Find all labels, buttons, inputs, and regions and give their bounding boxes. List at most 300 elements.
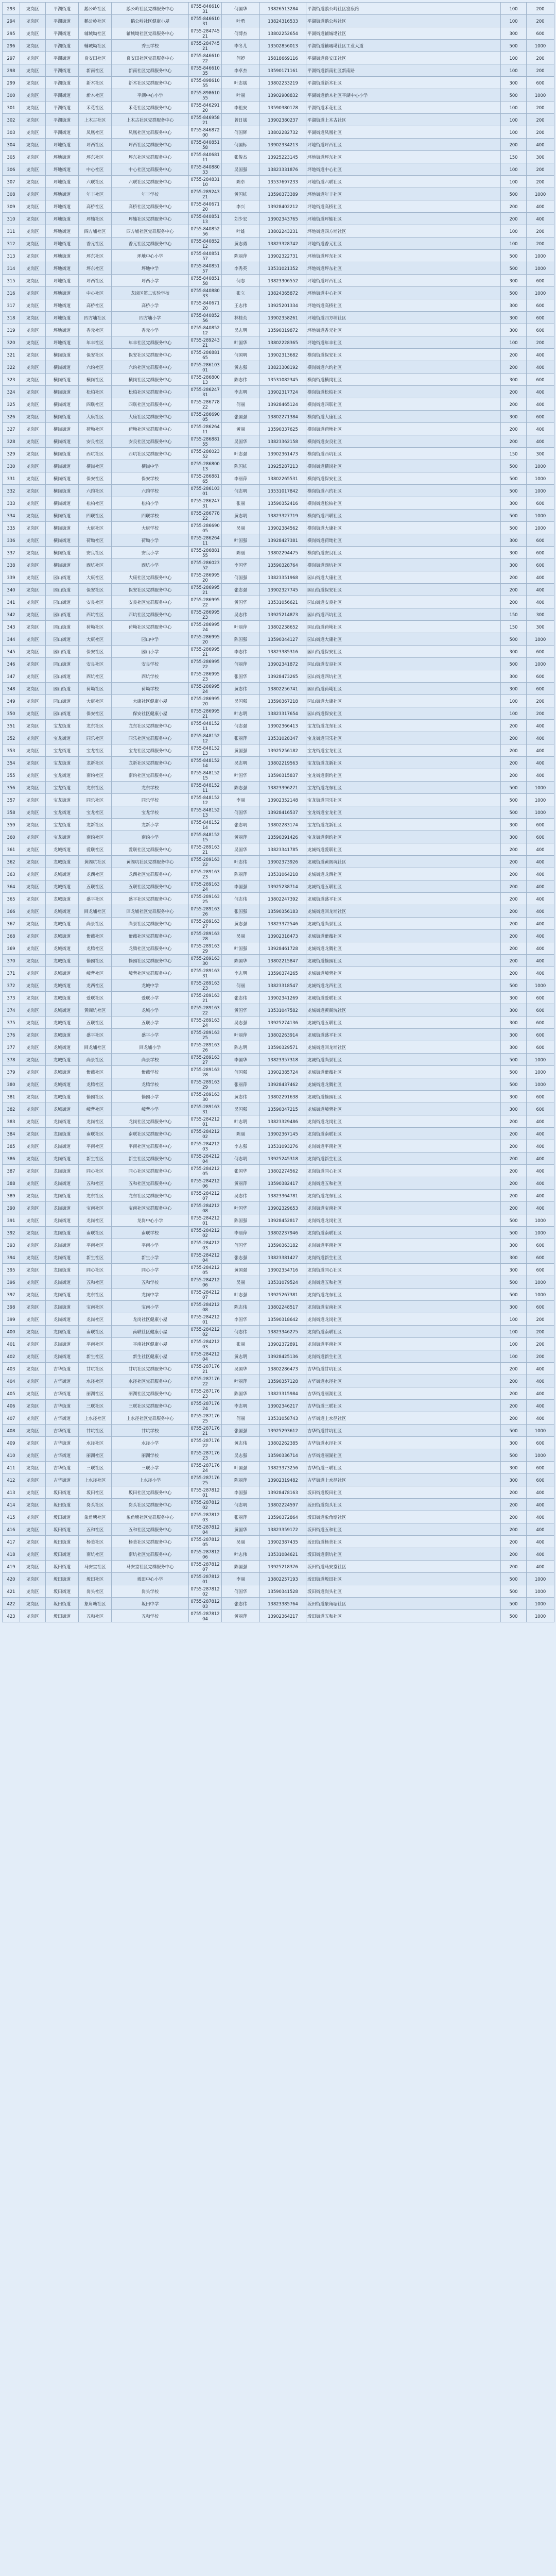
row-number-cell: 304 [3,139,20,151]
contact-person-cell: 陈国华 [222,955,260,967]
row-number-cell: 342 [3,608,20,621]
site-name-cell: 荷坳社区党群服务中心 [112,423,189,435]
row-number-cell: 330 [3,460,20,472]
quota-b-cell: 400 [527,1400,554,1412]
phone-cell: 0755-28781204 [189,1610,222,1622]
mobile-cell: 13928402212 [260,200,306,213]
phone-cell: 0755-28474521 [189,27,222,40]
quota-a-cell: 200 [501,744,527,757]
site-name-cell: 大康学校 [112,522,189,534]
quota-a-cell: 500 [501,1066,527,1078]
street-cell: 龙岗街道 [46,1251,79,1264]
mobile-cell: 13590352416 [260,497,306,510]
community-cell: 嶂背社区 [79,967,112,979]
table-row [3,1153,554,1165]
table-row [3,633,554,646]
table-row [3,992,554,1004]
quota-b-cell: 200 [527,163,554,176]
phone-cell: 0755-84088033 [189,287,222,299]
community-cell: 安良社区 [79,658,112,670]
site-name-cell: 横岗社区党群服务中心 [112,374,189,386]
site-name-cell: 黄阁坑社区党群服务中心 [112,856,189,868]
district-cell: 龙岗区 [20,720,46,732]
street-cell: 园山街道 [46,608,79,621]
row-number-cell: 420 [3,1573,20,1585]
site-name-cell: 尚景社区党群服务中心 [112,918,189,930]
table-row [3,1536,554,1548]
district-cell: 龙岗区 [20,27,46,40]
quota-b-cell: 200 [527,1326,554,1338]
table-row [3,608,554,621]
street-cell: 坪地街道 [46,312,79,324]
mobile-cell: 13802286473 [260,1363,306,1375]
address-cell: 平湖街道新木社区 [306,77,501,89]
community-cell: 六联社区 [79,176,112,188]
table-row [3,398,554,411]
district-cell: 龙岗区 [20,126,46,139]
table-row [3,1561,554,1573]
district-cell: 龙岗区 [20,89,46,101]
site-name-cell: 坂田中学 [112,1598,189,1610]
contact-person-cell: 黄志伟 [222,1091,260,1103]
phone-cell: 0755-28699524 [189,621,222,633]
mobile-cell: 13823364781 [260,1190,306,1202]
mobile-cell: 13823315984 [260,1387,306,1400]
quota-a-cell: 500 [501,522,527,534]
mobile-cell: 13802228365 [260,336,306,349]
row-number-cell: 403 [3,1363,20,1375]
row-number-cell: 415 [3,1511,20,1523]
row-number-cell: 344 [3,633,20,646]
table-row [3,596,554,608]
community-cell: 龙新社区 [79,819,112,831]
community-cell: 黄阁坑社区 [79,856,112,868]
address-cell: 龙岗街道龙东社区 [306,1289,501,1301]
street-cell: 坂田街道 [46,1486,79,1499]
quota-b-cell: 400 [527,435,554,448]
site-name-cell: 尚景学校 [112,1054,189,1066]
row-number-cell: 351 [3,720,20,732]
row-number-cell: 362 [3,856,20,868]
quota-b-cell: 600 [527,1016,554,1029]
address-cell: 横岗街道六约社区 [306,485,501,497]
table-row [3,1140,554,1153]
community-cell: 尚景社区 [79,1054,112,1066]
street-cell: 龙城街道 [46,918,79,930]
table-row [3,1004,554,1016]
mobile-cell: 13590337625 [260,423,306,435]
site-name-cell: 西坑社区党群服务中心 [112,608,189,621]
street-cell: 平湖街道 [46,89,79,101]
quota-a-cell: 500 [501,1585,527,1598]
row-number-cell: 307 [3,176,20,188]
mobile-cell: 13902366413 [260,720,306,732]
mobile-cell: 13902364217 [260,1610,306,1622]
row-number-cell: 363 [3,868,20,880]
phone-cell: 0755-28677822 [189,398,222,411]
quota-b-cell: 400 [527,386,554,398]
street-cell: 坂田街道 [46,1548,79,1561]
row-number-cell: 369 [3,942,20,955]
quota-b-cell: 1000 [527,1227,554,1239]
row-number-cell: 312 [3,238,20,250]
mobile-cell: 13823317654 [260,707,306,720]
district-cell: 龙岗区 [20,1115,46,1128]
quota-a-cell: 300 [501,497,527,510]
mobile-cell: 13802248517 [260,1301,306,1313]
mobile-cell: 13902372891 [260,1338,306,1350]
district-cell: 龙岗区 [20,905,46,918]
site-name-cell: 西坑学校 [112,670,189,683]
street-cell: 宝龙街道 [46,782,79,794]
address-cell: 宝龙街道宝龙社区 [306,806,501,819]
address-cell: 园山街道安良社区 [306,596,501,608]
community-cell: 三联社区 [79,1400,112,1412]
district-cell: 龙岗区 [20,398,46,411]
phone-cell: 0755-28699521 [189,646,222,658]
row-number-cell: 367 [3,918,20,930]
row-number-cell: 329 [3,448,20,460]
quota-b-cell: 300 [527,448,554,460]
phone-cell: 0755-84687200 [189,126,222,139]
community-cell: 安良社区 [79,435,112,448]
site-name-cell: 愉园小学 [112,1091,189,1103]
contact-person-cell: 何志伟 [222,893,260,905]
community-cell: 五和社区 [79,1177,112,1190]
district-cell: 龙岗区 [20,448,46,460]
street-cell: 园山街道 [46,658,79,670]
row-number-cell: 309 [3,200,20,213]
quota-b-cell: 400 [527,942,554,955]
community-cell: 嶂背社区 [79,1103,112,1115]
district-cell: 龙岗区 [20,1264,46,1276]
quota-a-cell: 100 [501,114,527,126]
quota-a-cell: 200 [501,1165,527,1177]
quota-a-cell: 300 [501,27,527,40]
address-cell: 横岗街道保安社区 [306,349,501,361]
phone-cell: 0755-28916328 [189,1066,222,1078]
mobile-cell: 13902317724 [260,386,306,398]
quota-a-cell: 300 [501,547,527,559]
table-row [3,843,554,856]
phone-cell: 0755-84085157 [189,262,222,275]
street-cell: 龙城街道 [46,1041,79,1054]
quota-a-cell: 200 [501,361,527,374]
row-number-cell: 354 [3,757,20,769]
phone-cell: 0755-28781207 [189,1561,222,1573]
table-row [3,225,554,238]
row-number-cell: 416 [3,1523,20,1536]
district-cell: 龙岗区 [20,942,46,955]
mobile-cell: 13802265531 [260,472,306,485]
phone-cell: 0755-28421205 [189,1264,222,1276]
site-name-cell: 鹅公岭社区健康小屋 [112,15,189,27]
mobile-cell: 13590328764 [260,559,306,571]
table-row [3,1115,554,1128]
district-cell: 龙岗区 [20,188,46,200]
quota-a-cell: 200 [501,1511,527,1523]
quota-a-cell: 300 [501,1264,527,1276]
site-name-cell: 回龙埔小学 [112,1041,189,1054]
phone-cell: 0755-84815212 [189,794,222,806]
street-cell: 横岗街道 [46,547,79,559]
address-cell: 吉华街道丽湖社区 [306,1449,501,1462]
mobile-cell: 13537697233 [260,176,306,188]
table-row [3,1177,554,1190]
mobile-cell: 13590344127 [260,633,306,646]
site-name-cell: 良安田社区党群服务中心 [112,52,189,64]
row-number-cell: 389 [3,1190,20,1202]
mobile-cell: 13902908832 [260,89,306,101]
mobile-cell: 13590380178 [260,101,306,114]
phone-cell: 0755-28669005 [189,522,222,534]
address-cell: 龙城街道回龙埔社区 [306,905,501,918]
contact-person-cell: 何丽 [222,398,260,411]
quota-a-cell: 100 [501,64,527,77]
community-cell: 南联社区 [79,1326,112,1338]
quota-b-cell: 200 [527,695,554,707]
community-cell: 西坑社区 [79,608,112,621]
address-cell: 宝龙街道同乐社区 [306,794,501,806]
community-cell: 紫薇社区 [79,1066,112,1078]
address-cell: 吉华街道三联社区 [306,1462,501,1474]
contact-person-cell: 吴国强 [222,1103,260,1115]
row-number-cell: 419 [3,1561,20,1573]
district-cell: 龙岗区 [20,831,46,843]
mobile-cell: 13902313682 [260,349,306,361]
district-cell: 龙岗区 [20,1350,46,1363]
mobile-cell: 13928427381 [260,534,306,547]
row-number-cell: 327 [3,423,20,435]
table-row [3,918,554,930]
community-cell: 丽湖社区 [79,1449,112,1462]
contact-person-cell: 黄志伟 [222,683,260,695]
table-row [3,238,554,250]
contact-person-cell: 何志明 [222,485,260,497]
street-cell: 横岗街道 [46,534,79,547]
quota-a-cell: 300 [501,831,527,843]
mobile-cell: 13925214873 [260,608,306,621]
phone-cell: 0755-28699523 [189,670,222,683]
contact-person-cell: 叶雄 [222,225,260,238]
community-cell: 回龙埔社区 [79,905,112,918]
street-cell: 龙岗街道 [46,1214,79,1227]
site-name-cell: 爱联社区党群服务中心 [112,843,189,856]
phone-cell: 0755-28421203 [189,1140,222,1153]
quota-a-cell: 500 [501,1276,527,1289]
contact-person-cell: 吴志伟 [222,608,260,621]
phone-cell: 0755-28916325 [189,893,222,905]
contact-person-cell: 何志伟 [222,1326,260,1338]
table-row [3,905,554,918]
community-cell: 西坑社区 [79,559,112,571]
phone-cell: 0755-28781202 [189,1585,222,1598]
quota-a-cell: 200 [501,942,527,955]
quota-a-cell: 300 [501,1251,527,1264]
community-cell: 五联社区 [79,880,112,893]
street-cell: 坂田街道 [46,1573,79,1585]
quota-b-cell: 200 [527,3,554,15]
phone-cell: 0755-28924321 [189,336,222,349]
quota-a-cell: 200 [501,1177,527,1190]
row-number-cell: 358 [3,806,20,819]
address-cell: 坪地街道坪东社区 [306,151,501,163]
mobile-cell: 13823329486 [260,1115,306,1128]
phone-cell: 0755-28610301 [189,361,222,374]
site-name-cell: 盛平小学 [112,1029,189,1041]
community-cell: 荷坳社区 [79,621,112,633]
site-name-cell: 坪轴社区党群服务中心 [112,213,189,225]
table-row [3,683,554,695]
address-cell: 坪地街道坪东社区 [306,262,501,275]
row-number-cell: 352 [3,732,20,744]
mobile-cell: 13823328742 [260,238,306,250]
table-row [3,1103,554,1115]
quota-b-cell: 600 [527,1091,554,1103]
site-name-cell: 南联社区党群服务中心 [112,1128,189,1140]
row-number-cell: 371 [3,967,20,979]
street-cell: 园山街道 [46,596,79,608]
street-cell: 平湖街道 [46,52,79,64]
quota-b-cell: 400 [527,856,554,868]
phone-cell: 0755-28717624 [189,1462,222,1474]
mobile-cell: 13802237946 [260,1227,306,1239]
community-cell: 五和社区 [79,1276,112,1289]
contact-person-cell: 叶国强 [222,534,260,547]
district-cell: 龙岗区 [20,411,46,423]
mobile-cell: 13823351968 [260,571,306,584]
table-row [3,1499,554,1511]
table-row [3,188,554,200]
quota-b-cell: 400 [527,398,554,411]
table-row [3,485,554,497]
quota-a-cell: 150 [501,151,527,163]
site-name-cell: 鹅公岭社区党群服务中心 [112,3,189,15]
address-cell: 龙城街道黄阁坑社区 [306,856,501,868]
contact-person-cell: 吴志明 [222,324,260,336]
contact-person-cell: 陈国强 [222,1214,260,1227]
table-row [3,732,554,744]
contact-person-cell: 吴国华 [222,1363,260,1375]
table-row [3,1078,554,1091]
table-row [3,1251,554,1264]
community-cell: 甘坑社区 [79,1363,112,1375]
site-name-cell: 松柏社区党群服务中心 [112,386,189,398]
street-cell: 宝龙街道 [46,819,79,831]
mobile-cell: 13823308192 [260,361,306,374]
district-cell: 龙岗区 [20,15,46,27]
phone-cell: 0755-84085158 [189,139,222,151]
address-cell: 坪地街道中心社区 [306,163,501,176]
mobile-cell: 13823372546 [260,918,306,930]
mobile-cell: 13802294475 [260,547,306,559]
row-number-cell: 409 [3,1437,20,1449]
street-cell: 坪地街道 [46,188,79,200]
site-name-cell: 平南社区党群服务中心 [112,1140,189,1153]
row-number-cell: 319 [3,324,20,336]
site-name-cell: 龙岗中学 [112,1289,189,1301]
mobile-cell: 13531082345 [260,374,306,386]
row-number-cell: 298 [3,64,20,77]
address-cell: 吉华街道丽湖社区 [306,1387,501,1400]
site-name-cell: 荷坳社区党群服务中心 [112,621,189,633]
quota-a-cell: 100 [501,1313,527,1326]
quota-a-cell: 500 [501,287,527,299]
quota-a-cell: 100 [501,238,527,250]
contact-person-cell: 叶志伟 [222,856,260,868]
table-row [3,1227,554,1239]
contact-person-cell: 黄志强 [222,918,260,930]
quota-b-cell: 400 [527,1387,554,1400]
address-cell: 坪地街道高桥社区 [306,200,501,213]
quota-b-cell: 400 [527,139,554,151]
site-name-cell: 松柏小学 [112,497,189,510]
site-name-cell: 嶂背小学 [112,1103,189,1115]
phone-cell: 0755-28781204 [189,1523,222,1536]
mobile-cell: 13928465124 [260,398,306,411]
community-cell: 紫薇社区 [79,930,112,942]
mobile-cell: 13590367218 [260,695,306,707]
contact-person-cell: 何丽 [222,1412,260,1425]
quota-b-cell: 400 [527,1363,554,1375]
mobile-cell: 13902341269 [260,992,306,1004]
quota-b-cell: 1000 [527,1214,554,1227]
quota-a-cell: 300 [501,1462,527,1474]
phone-cell: 0755-28699521 [189,707,222,720]
table-row [3,1041,554,1054]
address-cell: 宝龙街道南约社区 [306,831,501,843]
table-row [3,151,554,163]
address-cell: 龙岗街道龙岗社区 [306,1214,501,1227]
contact-person-cell: 李丽 [222,1573,260,1585]
street-cell: 平湖街道 [46,101,79,114]
address-cell: 园山街道大康社区 [306,695,501,707]
street-cell: 横岗街道 [46,349,79,361]
street-cell: 坪地街道 [46,200,79,213]
street-cell: 吉华街道 [46,1462,79,1474]
address-cell: 龙城街道黄阁坑社区 [306,1004,501,1016]
community-cell: 保安社区 [79,349,112,361]
phone-cell: 0755-28680013 [189,374,222,386]
address-cell: 龙城街道紫薇社区 [306,1066,501,1078]
phone-cell: 0755-28626411 [189,423,222,435]
community-cell: 新生社区 [79,1350,112,1363]
contact-person-cell: 陈国强 [222,633,260,646]
quota-b-cell: 400 [527,1177,554,1190]
district-cell: 龙岗区 [20,1363,46,1375]
address-cell: 园山街道荷坳社区 [306,621,501,633]
quota-b-cell: 1000 [527,1425,554,1437]
site-name-cell: 龙东社区党群服务中心 [112,720,189,732]
mobile-cell: 13802283174 [260,819,306,831]
mobile-cell: 13902329653 [260,1202,306,1214]
table-row [3,1276,554,1289]
table-row [3,1029,554,1041]
address-cell: 龙城街道五联社区 [306,1016,501,1029]
quota-a-cell: 300 [501,1474,527,1486]
mobile-cell: 13902358261 [260,312,306,324]
quota-b-cell: 200 [527,1338,554,1350]
table-row [3,64,554,77]
row-number-cell: 343 [3,621,20,633]
table-row [3,411,554,423]
district-cell: 龙岗区 [20,64,46,77]
row-number-cell: 295 [3,27,20,40]
phone-cell: 0755-28916327 [189,918,222,930]
address-cell: 宝龙街道同乐社区 [306,732,501,744]
site-name-cell: 龙城小学 [112,1004,189,1016]
community-cell: 龙腾社区 [79,1078,112,1091]
